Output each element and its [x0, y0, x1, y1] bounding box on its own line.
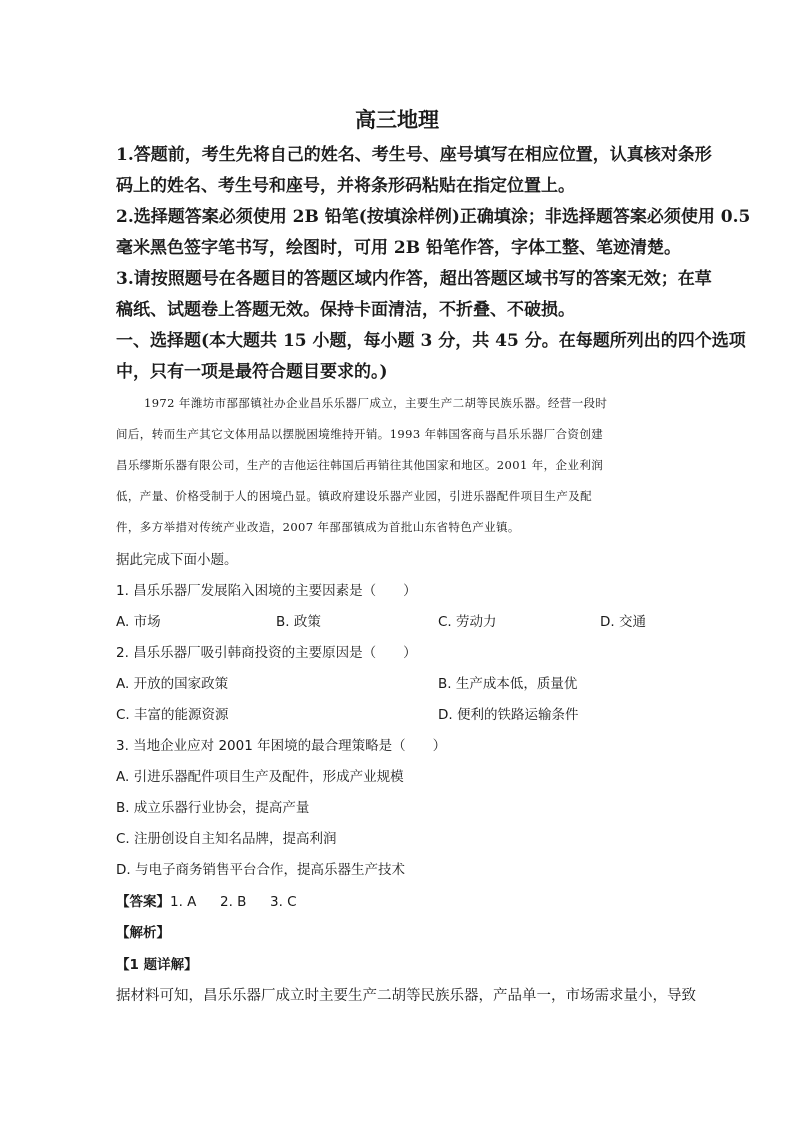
option-d: D. 交通 — [600, 614, 646, 630]
option-a: A. 开放的国家政策 — [116, 676, 229, 692]
question-prompt: 据此完成下面小题。 — [116, 552, 238, 568]
instruction-line: 2.选择题答案必须使用 2B 铅笔(按填涂样例)正确填涂；非选择题答案必须使用 0.5 — [116, 207, 751, 227]
answer-label: 【答案】 — [116, 894, 170, 910]
analysis-label: 【解析】 — [116, 925, 170, 941]
question-stem: 1. 昌乐乐器厂发展陷入困境的主要因素是（ ） — [116, 583, 417, 599]
option-b: B. 生产成本低，质量优 — [438, 676, 578, 692]
answer-item: 1. A — [170, 894, 197, 910]
option-d: D. 与电子商务销售平台合作，提高乐器生产技术 — [116, 862, 405, 878]
answer-item: 3. C — [270, 894, 297, 910]
option-d: D. 便利的铁路运输条件 — [438, 707, 579, 723]
option-a: A. 市场 — [116, 614, 161, 630]
material-line: 1972 年潍坊市郚郚镇社办企业昌乐乐器厂成立，主要生产二胡等民族乐器。经营一段时 — [144, 396, 608, 410]
material-line: 低，产量、价格受制于人的困境凸显。镇政府建设乐器产业园，引进乐器配件项目生产及配 — [116, 489, 592, 503]
answer-item: 2. B — [220, 894, 247, 910]
option-c: C. 注册创设自主知名品牌，提高利润 — [116, 831, 337, 847]
section-heading: 中，只有一项是最符合题目要求的。) — [116, 362, 388, 382]
material-line: 间后，转而生产其它文体用品以摆脱困境维持开销。1993 年韩国客商与昌乐乐器厂合资创建 — [116, 427, 604, 441]
material-line: 昌乐缪斯乐器有限公司，生产的吉他运往韩国后再销往其他国家和地区。2001 年，企业利润 — [116, 458, 604, 472]
detail-label: 【1 题详解】 — [116, 957, 198, 973]
instruction-line: 3.请按照题号在各题目的答题区域内作答，超出答题区域书写的答案无效；在草 — [116, 269, 712, 289]
question-stem: 3. 当地企业应对 2001 年困境的最合理策略是（ ） — [116, 738, 447, 754]
material-line: 件，多方举措对传统产业改造，2007 年郚郚镇成为首批山东省特色产业镇。 — [116, 520, 520, 534]
instruction-line: 码上的姓名、考生号和座号，并将条形码粘贴在指定位置上。 — [116, 176, 575, 196]
instruction-line: 1.答题前，考生先将自己的姓名、考生号、座号填写在相应位置，认真核对条形 — [116, 145, 712, 165]
instruction-line: 稿纸、试题卷上答题无效。保持卡面清洁，不折叠、不破损。 — [116, 300, 575, 320]
instruction-line: 毫米黑色签字笔书写，绘图时，可用 2B 铅笔作答，字体工整、笔迹清楚。 — [116, 238, 682, 258]
page-title: 高三地理 — [355, 107, 439, 132]
section-heading: 一、选择题(本大题共 15 小题，每小题 3 分，共 45 分。在每题所列出的四个选项 — [116, 331, 746, 351]
question-stem: 2. 昌乐乐器厂吸引韩商投资的主要原因是（ ） — [116, 645, 417, 661]
option-b: B. 成立乐器行业协会，提高产量 — [116, 800, 310, 816]
detail-text: 据材料可知，昌乐乐器厂成立时主要生产二胡等民族乐器，产品单一，市场需求量小，导致 — [116, 988, 696, 1004]
option-b: B. 政策 — [276, 614, 321, 630]
option-a: A. 引进乐器配件项目生产及配件，形成产业规模 — [116, 769, 404, 785]
option-c: C. 劳动力 — [438, 614, 497, 630]
option-c: C. 丰富的能源资源 — [116, 707, 229, 723]
